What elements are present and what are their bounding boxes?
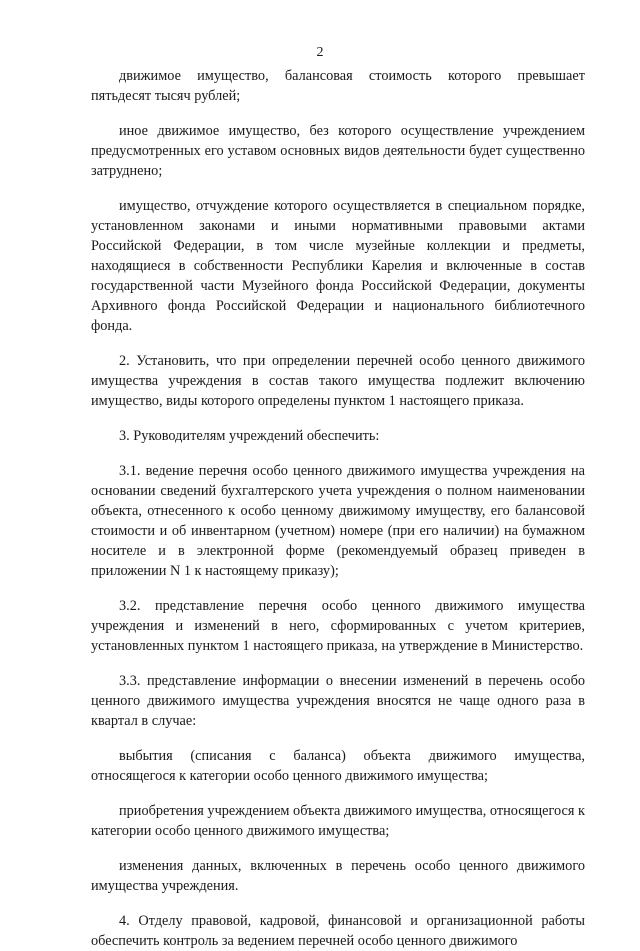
paragraph-acquisition-case: приобретения учреждением объекта движимого имущества, относящегося к категории особо ценного движимого имущества; [91,803,585,839]
paragraph-disposal-case: выбытия (списания с баланса) объекта движимого имущества, относящегося к категории особо ценного движимого имущества; [91,748,585,784]
paragraph-data-change-case: изменения данных, включенных в перечень особо ценного движимого имущества учреждения. [91,858,585,894]
paragraph-item-3-2: 3.2. представление перечня особо ценного движимого имущества учреждения и изменений в него, сформированных с учетом критериев, установленных пунктом 1 настоящего приказа, на утверждение в Министерство. [91,598,585,654]
document-body [91,66,585,951]
paragraph-movable-property-value: движимое имущество, балансовая стоимость которого превышает пятьдесят тысяч рублей; [91,68,585,104]
paragraph-special-alienation-property: имущество, отчуждение которого осуществляется в специальном порядке, установленном законами и иными нормативными правовыми актами Российской Федерации, в том числе музейные коллекции и предметы, находящиеся в собственности Республики Карелия и включенные в состав государственной части Музейного фонда Российской Федерации, документы Архивного фонда Российской Федерации и национального библиотечного фонда. [91,198,585,334]
paragraph-item-2: 2. Установить, что при определении перечней особо ценного движимого имущества учреждения в состав такого имущества подлежит включению имущество, виды которого определены пунктом 1 настоящего приказа. [91,353,585,409]
page-number: 2 [316,45,324,60]
paragraph-item-3-3: 3.3. представление информации о внесении изменений в перечень особо ценного движимого имущества учреждения вносятся не чаще одного раза в квартал в случае: [91,673,585,729]
paragraph-item-3: 3. Руководителям учреждений обеспечить: [119,428,380,444]
paragraph-item-4: 4. Отделу правовой, кадровой, финансовой и организационной работы обеспечить контроль за ведением перечней особо ценного движимого [91,913,585,949]
paragraph-other-movable-property: иное движимое имущество, без которого осуществление учреждением предусмотренных его уставом основных видов деятельности будет существенно затруднено; [91,123,585,179]
paragraph-item-3-1: 3.1. ведение перечня особо ценного движимого имущества учреждения на основании сведений бухгалтерского учета учреждения о полном наименовании объекта, отнесенного к особо ценному движимому имуществу, его балансовой стоимости и об инвентарном (учетном) номере (при его наличии) на бумажном носителе и в электронной форме (рекомендуемый образец приведен в приложении N 1 к настоящему приказу); [91,463,585,579]
